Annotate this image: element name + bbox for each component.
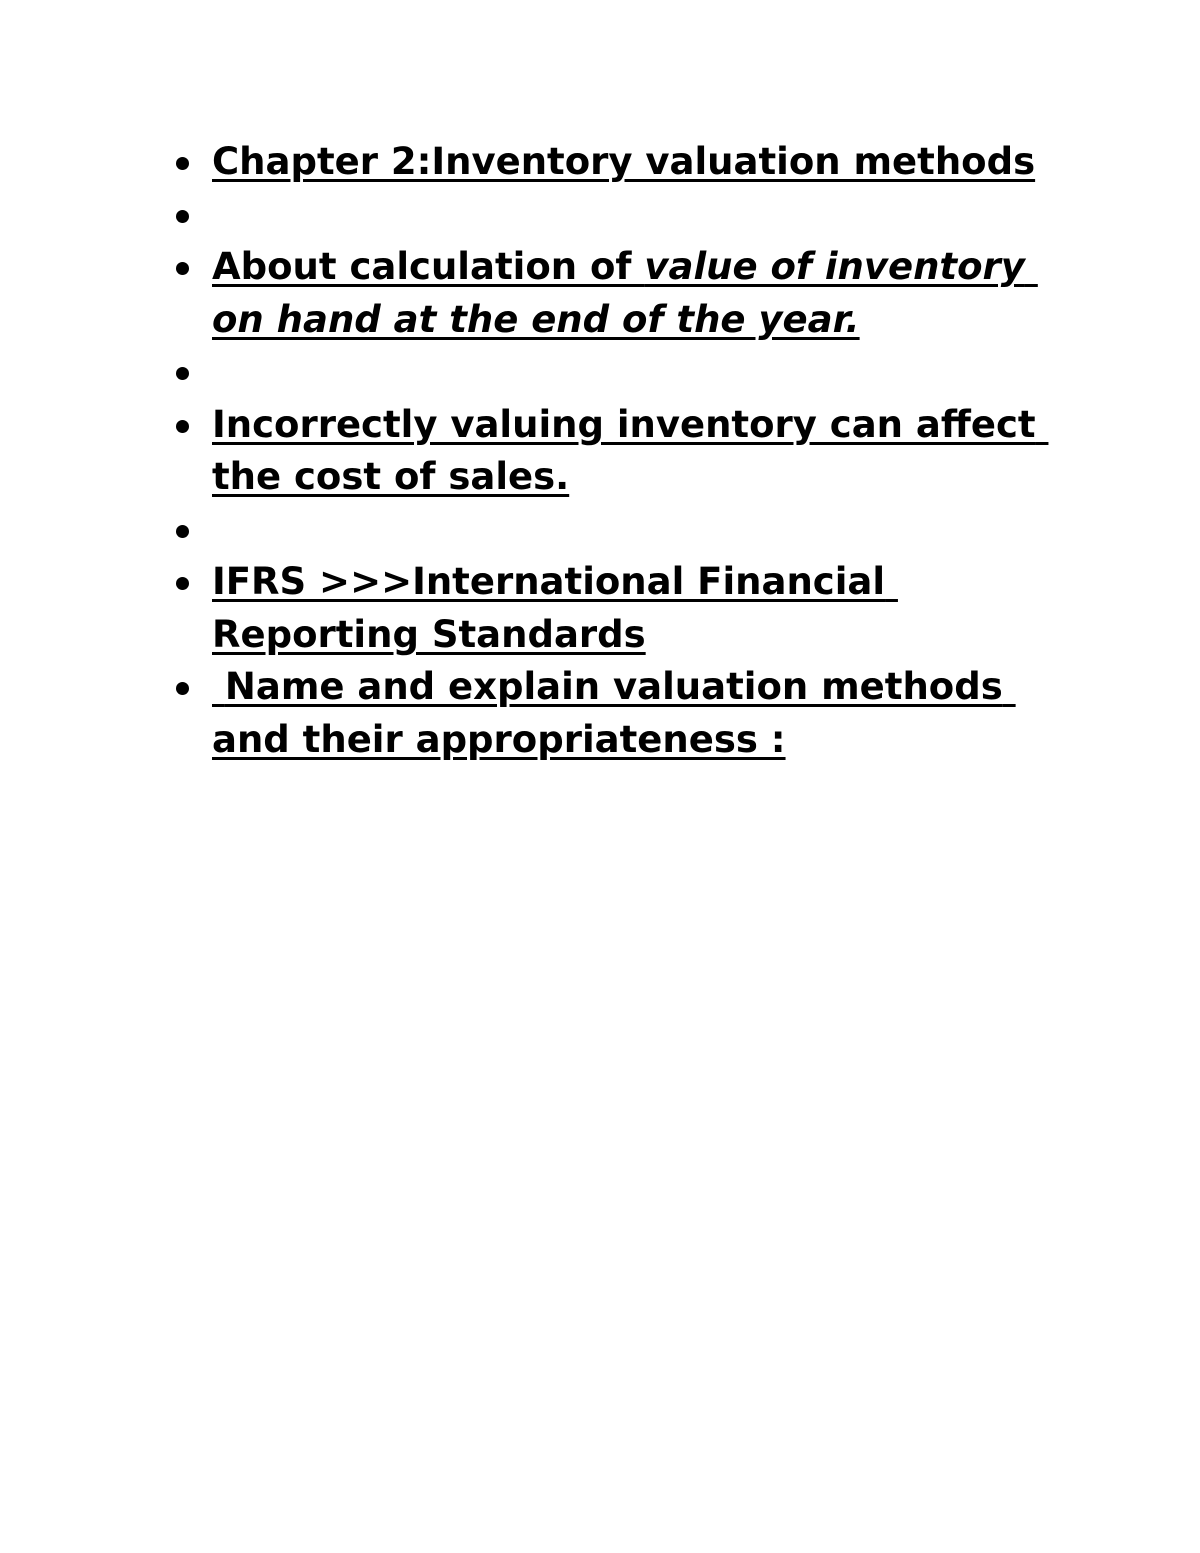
list-item-text: Incorrectly valuing inventory can affect the cost of sales.	[212, 402, 1049, 498]
list-item-calculation	[170, 241, 1070, 346]
bullet-list	[170, 136, 1070, 766]
bullet-icon	[176, 420, 189, 433]
list-item-cost-of-sales	[170, 399, 1070, 504]
list-item-italic-text: value of inventory on hand at the end of the year.	[212, 245, 1038, 341]
bullet-icon	[176, 682, 189, 695]
list-item-chapter-title	[170, 136, 1070, 189]
bullet-icon	[176, 525, 189, 538]
list-item-text: IFRS >>>International Financial Reporting Standards	[212, 560, 898, 656]
list-item-valuation-methods	[170, 661, 1070, 766]
list-item-text: Name and explain valuation methods and their appropriateness :	[212, 665, 1016, 761]
list-item-empty	[170, 346, 1070, 399]
bullet-icon	[176, 367, 189, 380]
list-item-empty	[170, 504, 1070, 557]
bullet-icon	[176, 577, 189, 590]
list-item-text: Chapter 2:Inventory valuation methods	[212, 140, 1036, 183]
bullet-icon	[176, 262, 189, 275]
bullet-icon	[176, 210, 189, 223]
list-item-ifrs	[170, 556, 1070, 661]
list-item-text: About calculation of	[212, 245, 645, 288]
list-item-empty	[170, 189, 1070, 242]
bullet-icon	[176, 157, 189, 170]
